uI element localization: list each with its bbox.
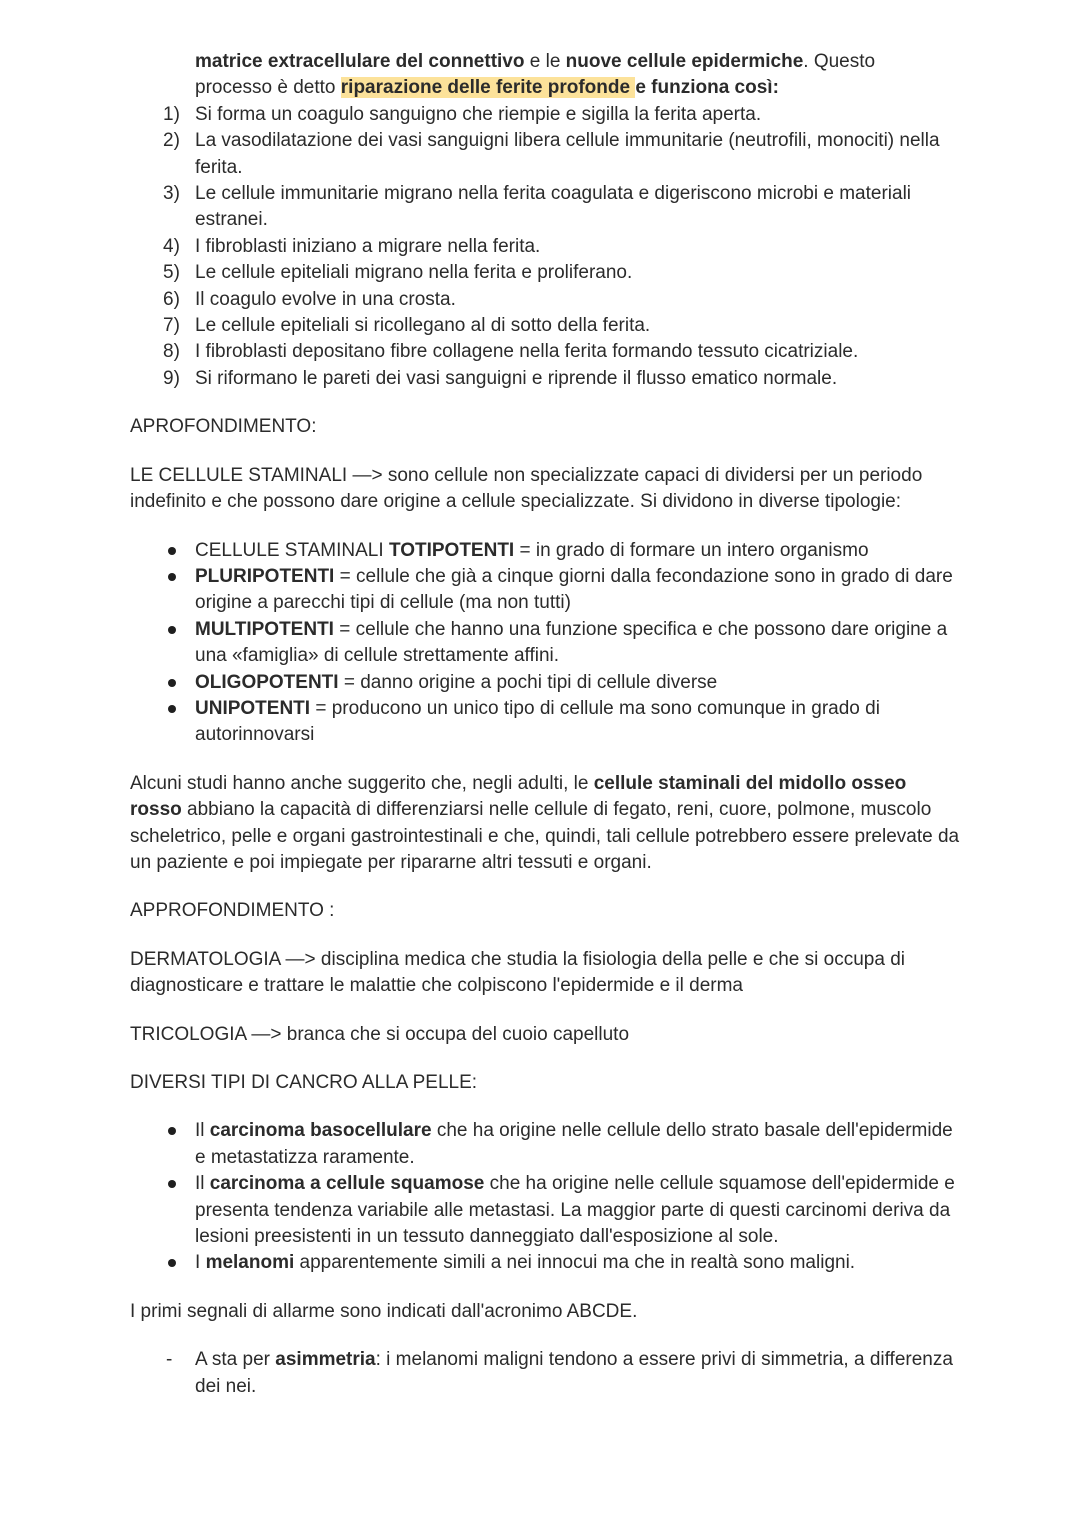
intro-bold-term: nuove cellule epidermiche	[565, 51, 804, 72]
list-item: PLURIPOTENTI = cellule che già a cinque giorni dalla fecondazione sono in grado di dare origine a parecchi tipi di cellule (ma non tutti)	[130, 564, 960, 617]
dash-marker: -	[166, 1349, 173, 1371]
intro-bold-term: matrice extracellulare del connettivo	[195, 51, 525, 72]
section-heading: APPROFONDIMENTO :	[130, 900, 335, 922]
list-item: CELLULE STAMINALI TOTIPOTENTI = in grado di formare un intero organismo	[130, 538, 960, 564]
list-item: 9) Si riformano le pareti dei vasi sanguigni e riprende il flusso ematico normale.	[163, 367, 838, 389]
list-item: 1) Si forma un coagulo sanguigno che riempie e sigilla la ferita aperta.	[163, 103, 762, 125]
list-item: 7) Le cellule epiteliali si ricollegano al di sotto della ferita.	[163, 315, 651, 337]
bone-marrow-paragraph: Alcuni studi hanno anche suggerito che, negli adulti, le cellule staminali del midollo osseo rosso abbiano la capacità di differenziarsi nelle cellule di fegato, reni, cuore, polmone, muscolo scheletrico, pelle e organi gastrointestinali e che, quindi, tali cellule potrebbero essere prelevate da un paziente e poi impiegate per ripararne altri tessuti e organi.	[130, 772, 960, 873]
skin-cancer-heading: DIVERSI TIPI DI CANCRO ALLA PELLE:	[130, 1072, 478, 1093]
highlighted-term: riparazione delle ferite profonde	[340, 77, 636, 99]
intro-text: . Questo	[803, 51, 876, 72]
list-item: I melanomi apparentemente simili a nei innocui ma che in realtà sono maligni.	[130, 1250, 960, 1276]
document-page	[130, 49, 960, 1400]
list-item: 2) La vasodilatazione dei vasi sanguigni libera cellule immunitarie (neutrofili, monociti) nella ferita.	[163, 130, 940, 178]
trichology-definition: TRICOLOGIA —> branca che si occupa del cuoio capelluto	[130, 1023, 630, 1045]
bullet-icon	[168, 1259, 176, 1267]
intro-text: e le	[524, 51, 566, 72]
bullet-icon	[168, 547, 176, 555]
list-item: 3) Le cellule immunitarie migrano nella ferita coagulata e digeriscono microbi e materiali estranei.	[163, 183, 912, 231]
list-item: Il carcinoma a cellule squamose che ha origine nelle cellule squamose dell'epidermide e presenta tendenza variabile alle metastasi. La maggior parte di questi carcinomi deriva da lesioni preesistenti in un tessuto danneggiato dall'esposizione al sole.	[130, 1171, 960, 1250]
list-item: UNIPOTENTI = producono un unico tipo di cellule ma sono comunque in grado di autorinnovarsi	[130, 696, 960, 749]
repair-steps-list	[130, 102, 960, 392]
abcde-list	[130, 1347, 960, 1400]
bullet-icon	[168, 679, 176, 687]
bullet-icon	[168, 573, 176, 581]
list-item: MULTIPOTENTI = cellule che hanno una funzione specifica e che possono dare origine a una «famiglia» di cellule strettamente affini.	[130, 617, 960, 670]
abcde-intro: I primi segnali di allarme sono indicati dall'acronimo ABCDE.	[130, 1300, 638, 1322]
stem-cell-types-list	[130, 538, 960, 749]
list-item: 6) Il coagulo evolve in una crosta.	[163, 288, 456, 310]
intro-paragraph	[130, 49, 960, 102]
intro-text: processo è detto	[195, 77, 341, 99]
intro-bold-term: e funziona così:	[635, 77, 779, 99]
list-item: 4) I fibroblasti iniziano a migrare nella ferita.	[163, 235, 541, 257]
bullet-icon	[168, 1180, 176, 1188]
list-item: - A sta per asimmetria: i melanomi maligni tendono a essere privi di simmetria, a differenza dei nei.	[166, 1349, 953, 1397]
list-item: 8) I fibroblasti depositano fibre collagene nella ferita formando tessuto cicatriziale.	[163, 341, 859, 363]
dermatology-definition: DERMATOLOGIA —> disciplina medica che studia la fisiologia della pelle e che si occupa di diagnosticare e trattare le malattie che colpiscono l'epidermide e il derma	[130, 948, 905, 997]
list-item: OLIGOPOTENTI = danno origine a pochi tipi di cellule diverse	[130, 670, 960, 696]
section-heading: APROFONDIMENTO:	[130, 416, 317, 438]
bullet-icon	[168, 1127, 176, 1135]
list-item: Il carcinoma basocellulare che ha origine nelle cellule dello strato basale dell'epidermide e metastatizza raramente.	[130, 1118, 960, 1171]
bullet-icon	[168, 705, 176, 713]
list-item: 5) Le cellule epiteliali migrano nella ferita e proliferano.	[163, 262, 633, 284]
stem-cells-intro: LE CELLULE STAMINALI —> sono cellule non specializzate capaci di dividersi per un periodo indefinito e che possono dare origine a cellule specializzate. Si dividono in diverse tipologie:	[130, 464, 923, 513]
bullet-icon	[168, 626, 176, 634]
skin-cancer-list	[130, 1118, 960, 1276]
